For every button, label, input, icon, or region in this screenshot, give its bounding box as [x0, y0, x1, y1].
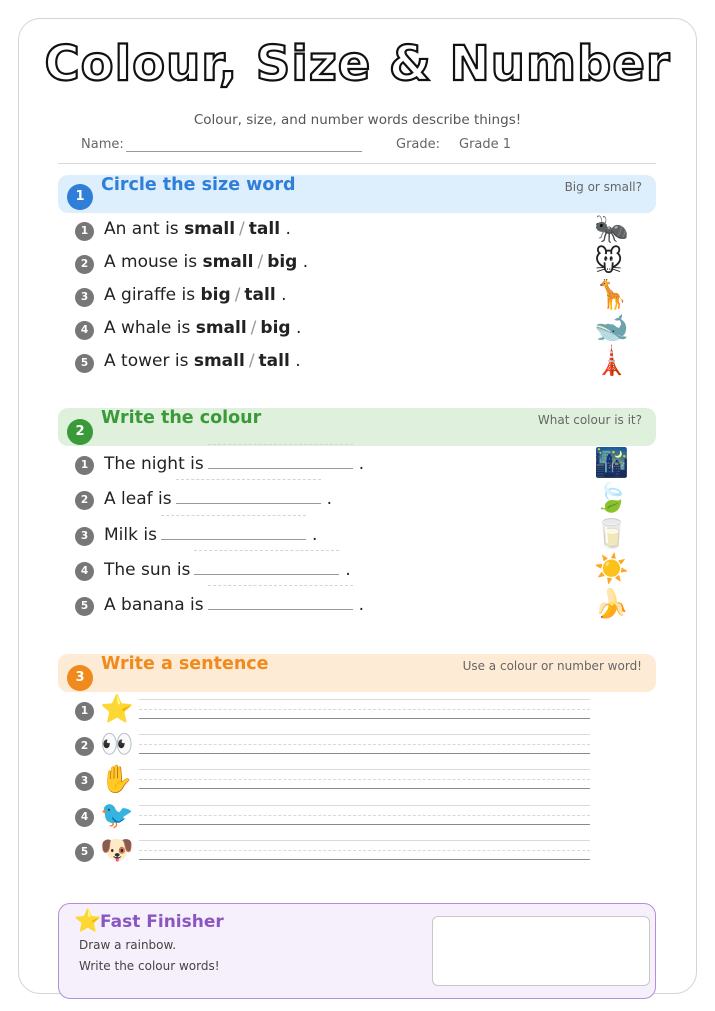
section-2-title: Write the colour: [101, 408, 262, 428]
size-sentence: [104, 219, 291, 239]
colour-answer-blank[interactable]: [176, 488, 321, 504]
item-number: 3: [75, 527, 94, 546]
section-2-hint: What colour is it?: [537, 413, 642, 427]
grade-value: Grade 1: [459, 137, 512, 152]
size-option-1[interactable]: big: [200, 285, 231, 305]
sentence-end: .: [345, 560, 351, 580]
name-label: Name:: [81, 137, 124, 152]
name-field[interactable]: [126, 151, 362, 152]
colour-sentence: [104, 453, 364, 474]
rainbow-drawing-box[interactable]: [432, 916, 650, 986]
section-1-header: [58, 175, 656, 213]
option-separator: /: [248, 351, 255, 371]
sentence-end: .: [358, 454, 365, 474]
sentence-text: An ant is: [104, 219, 179, 239]
size-option-2[interactable]: big: [267, 252, 298, 272]
sentence-end: .: [302, 252, 309, 272]
section-1-number: 1: [67, 184, 93, 210]
size-option-1[interactable]: small: [193, 351, 245, 371]
sentence-text: Milk is: [104, 525, 157, 545]
size-sentence: [104, 318, 301, 338]
section-2-number: 2: [67, 419, 93, 445]
colour-answer-blank[interactable]: [161, 524, 306, 540]
sentence-writing-line[interactable]: [139, 805, 590, 825]
star-icon: ⭐: [100, 694, 134, 725]
section-3-header: [58, 654, 656, 692]
section-1-title: Circle the size word: [101, 175, 296, 195]
colour-sentence: [104, 524, 317, 545]
colour-answer-blank[interactable]: [208, 594, 353, 610]
sun-icon: ☀️: [594, 552, 629, 585]
sentence-text: The sun is: [104, 560, 191, 580]
sentence-text: A giraffe is: [104, 285, 196, 305]
page-subtitle: Colour, size, and number words describe things!: [193, 112, 522, 128]
item-number: 5: [75, 597, 94, 616]
size-option-1[interactable]: small: [195, 318, 247, 338]
item-number: 2: [75, 737, 94, 756]
colour-answer-blank[interactable]: [208, 453, 353, 469]
size-option-2[interactable]: tall: [244, 285, 276, 305]
banana-icon: 🍌: [594, 587, 629, 620]
size-option-1[interactable]: small: [202, 252, 254, 272]
giraffe-icon: 🦒: [594, 278, 629, 311]
item-number: 4: [75, 321, 94, 340]
leaf-icon: 🍃: [594, 481, 629, 514]
sentence-end: .: [295, 351, 301, 371]
fast-finisher-box: [58, 903, 656, 999]
sentence-end: .: [358, 595, 365, 615]
eyes-icon: 👀: [100, 729, 134, 760]
star-icon: ⭐: [74, 909, 102, 934]
option-separator: /: [257, 252, 264, 272]
fast-finisher-line-1: Draw a rainbow.: [79, 938, 177, 952]
sentence-text: A tower is: [104, 351, 189, 371]
item-number: 5: [75, 843, 94, 862]
milk-icon: 🥛: [594, 517, 629, 550]
item-number: 3: [75, 772, 94, 791]
size-sentence: [104, 351, 301, 371]
colour-sentence: [104, 559, 351, 580]
size-sentence: [104, 252, 308, 272]
section-2-header: [58, 408, 656, 446]
option-separator: /: [250, 318, 257, 338]
dog-icon: 🐶: [100, 835, 134, 866]
colour-answer-blank[interactable]: [194, 559, 339, 575]
option-separator: /: [234, 285, 241, 305]
size-option-2[interactable]: big: [260, 318, 291, 338]
fast-finisher-title: Fast Finisher: [100, 912, 224, 932]
item-number: 1: [75, 456, 94, 475]
sentence-text: A whale is: [104, 318, 191, 338]
sentence-writing-line[interactable]: [139, 734, 590, 754]
size-sentence: [104, 285, 287, 305]
fast-finisher-line-2: Write the colour words!: [79, 959, 220, 973]
section-3-hint: Use a colour or number word!: [462, 659, 642, 673]
item-number: 2: [75, 255, 94, 274]
item-number: 1: [75, 702, 94, 721]
item-number: 2: [75, 491, 94, 510]
sentence-text: A mouse is: [104, 252, 198, 272]
bird-icon: 🐦: [100, 800, 134, 831]
sentence-text: The night is: [104, 454, 204, 474]
sentence-text: A banana is: [104, 595, 204, 615]
header-divider: [58, 163, 656, 164]
colour-sentence: [104, 488, 332, 509]
whale-icon: 🐋: [594, 311, 629, 344]
mouse-icon: 🐭: [594, 245, 624, 278]
sentence-writing-line[interactable]: [139, 699, 590, 719]
item-number: 4: [75, 808, 94, 827]
section-3-title: Write a sentence: [101, 654, 269, 674]
colour-sentence: [104, 594, 364, 615]
item-number: 1: [75, 222, 94, 241]
page-title: Colour, Size & Number: [44, 36, 671, 92]
item-number: 5: [75, 354, 94, 373]
sentence-end: .: [326, 489, 333, 509]
section-1-hint: Big or small?: [564, 180, 642, 194]
option-separator: /: [239, 219, 245, 239]
sentence-end: .: [295, 318, 302, 338]
item-number: 4: [75, 562, 94, 581]
size-option-2[interactable]: tall: [248, 219, 281, 239]
size-option-1[interactable]: small: [184, 219, 236, 239]
sentence-end: .: [285, 219, 291, 239]
size-option-2[interactable]: tall: [258, 351, 290, 371]
sentence-writing-line[interactable]: [139, 769, 590, 789]
sentence-writing-line[interactable]: [139, 840, 590, 860]
tower-icon: 🗼: [594, 344, 629, 377]
section-3-number: 3: [67, 665, 93, 691]
hand-icon: ✋: [100, 764, 134, 795]
grade-label: Grade:: [396, 137, 441, 152]
night-city-icon: 🌃: [594, 446, 629, 479]
sentence-end: .: [311, 525, 318, 545]
sentence-text: A leaf is: [104, 489, 172, 509]
ant-icon: 🐜: [594, 212, 629, 245]
sentence-end: .: [281, 285, 287, 305]
item-number: 3: [75, 288, 94, 307]
